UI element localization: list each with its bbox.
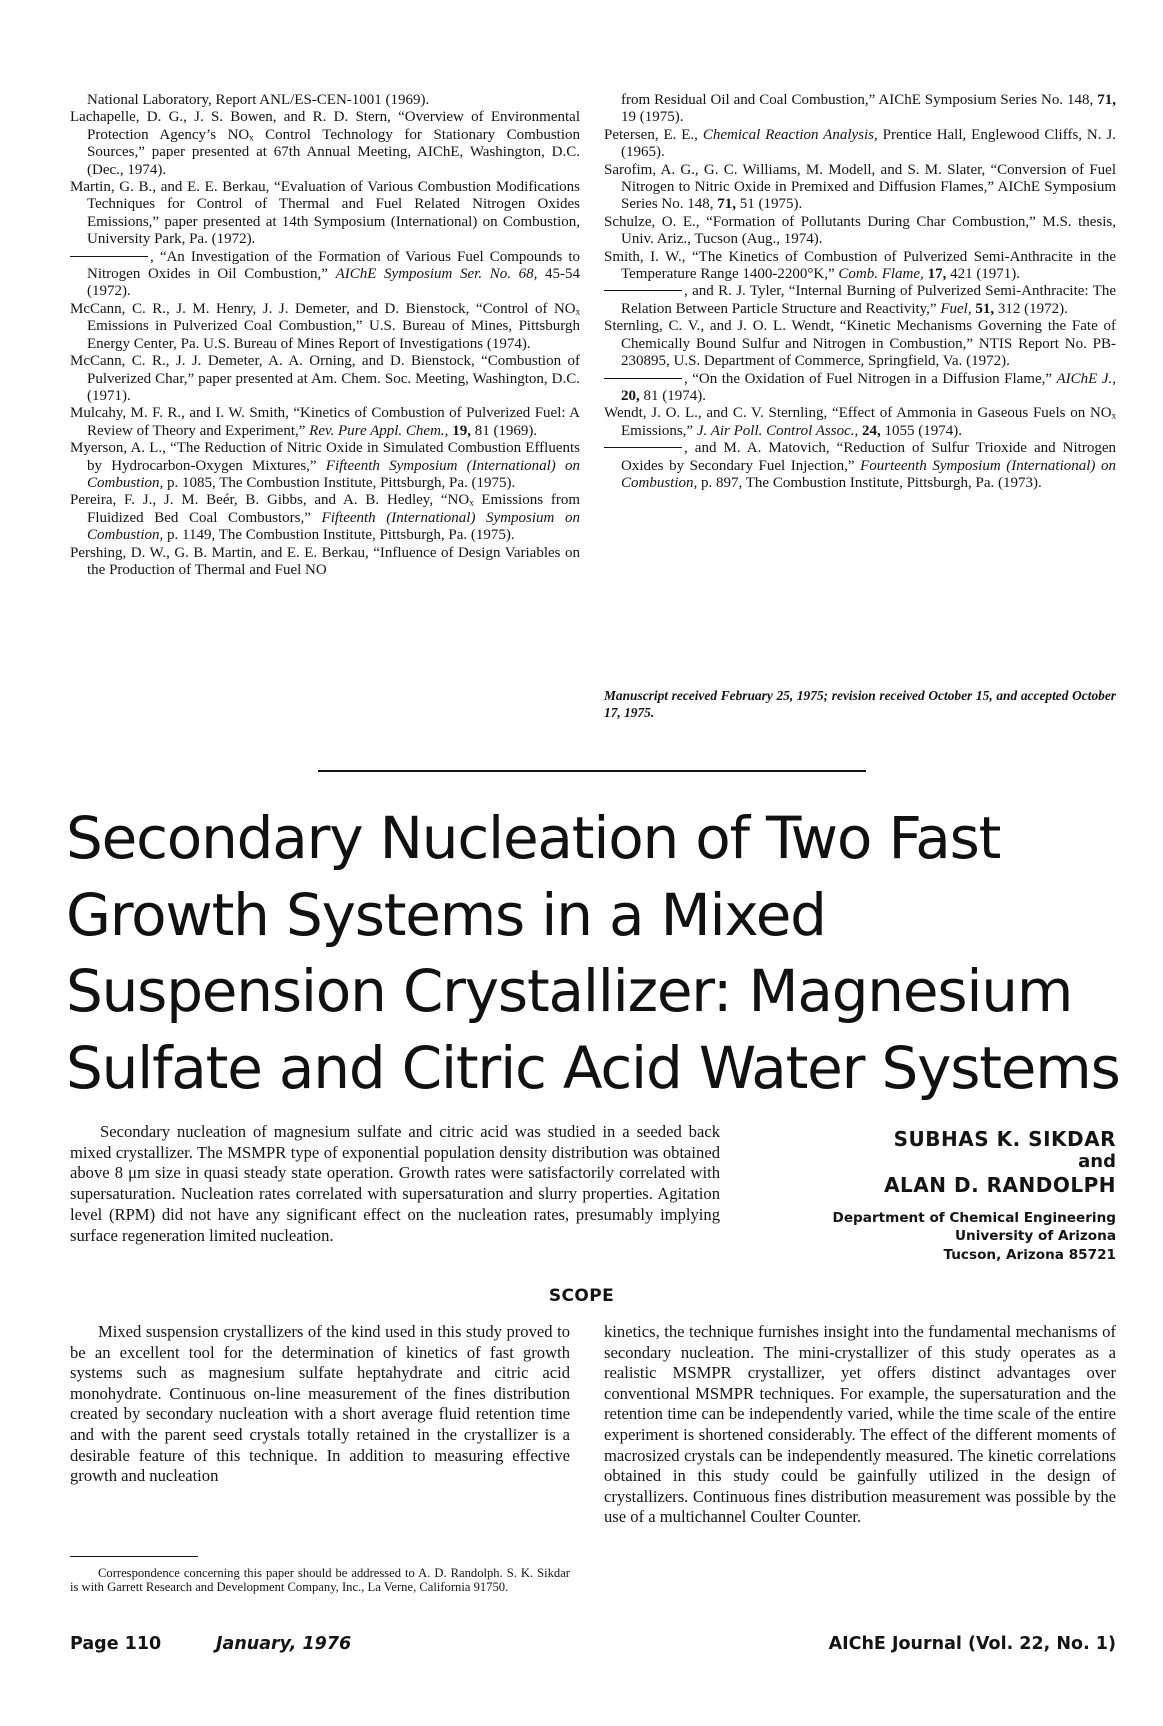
reference-pre-text: from Residual Oil and Coal Combustion,” AIChE Symposium Series No. 148, [621,92,1094,108]
reference-entry [70,440,580,492]
reference-entry [604,214,1116,249]
reference-it-text: Fifteenth Symposium (International) on Combustion, [87,457,580,491]
reference-pre-text: , “On the Oxidation of Fuel Nitrogen in a Diffusion Flame,” [684,370,1057,387]
scope-heading: SCOPE [548,1286,615,1306]
reference-pre-text: Schulze, O. E., “Formation of Pollutants During Char Combustion,” M.S. thesis, Univ. Ariz., Tucson (Aug., 1974). [604,213,1116,248]
reference-it-text: Fourteenth Symposium (International) on Combustion, [621,457,1116,491]
author-conjunction: and [1078,1151,1116,1172]
reference-pre-text: , and M. A. Matovich, “Reduction of Sulfur Trioxide and Nitrogen Oxides by Secondary Fuel Injection,” [621,440,1116,474]
reference-b-text: 24, [858,422,881,439]
reference-entry [70,92,580,109]
reference-b-text: 51, [971,300,995,317]
reference-pre-text: Petersen, E. E., [604,126,703,143]
reference-pre-text: , “An Investigation of the Formation of Various Fuel Compounds to Nitrogen Oxides in Oil Combustion,” [87,248,580,283]
reference-it-text: Fifteenth (International) Symposium on Combustion, [87,509,580,544]
reference-entry [70,301,580,353]
reference-it-text: Fuel, [940,300,972,317]
article-title: Secondary Nucleation of Two Fast Growth Systems in a Mixed Suspension Crystallizer: Magnesium Sulfate and Citric Acid Water Systems [66,804,1120,1102]
reference-post-text: Prentice Hall, Englewood Cliffs, N. J. (1965). [621,126,1116,161]
ditto-dash [70,256,148,257]
reference-pre-text: Pereira, F. J., J. M. Beér, B. Gibbs, and A. B. Hedley, “NOₓ Emissions from Fluidized Bed Coal Combustors,” [70,492,580,526]
reference-b-text: 20, [621,387,640,404]
references-right-column [604,92,1116,492]
reference-entry [604,318,1116,370]
affiliation-city: Tucson, Arizona 85721 [943,1246,1116,1263]
reference-entry [70,545,580,580]
reference-entry [70,109,580,179]
reference-post-text: 1055 (1974). [880,422,962,439]
reference-it-text: AIChE J., [1056,370,1116,387]
references-left-column [70,92,580,579]
reference-post-text: p. 1085, The Combustion Institute, Pittsburgh, Pa. (1975). [163,474,516,491]
reference-pre-text: Sternling, C. V., and J. O. L. Wendt, “Kinetic Mechanisms Governing the Fate of Chemically Bound Sulfur and Nitrogen in Combustion,” NTIS Report No. PB-230895, U.S. Department of Commerce, Springfield, Va. (1972). [604,318,1116,370]
reference-post-text: 45-54 (1972). [87,266,580,300]
reference-post-text: 312 (1972). [994,300,1068,317]
reference-b-text: 17, [923,266,947,283]
reference-it-text: J. Air Poll. Control Assoc., [696,422,859,439]
issue-date: January, 1976 [216,1634,352,1654]
reference-entry [70,405,580,440]
reference-entry [604,249,1116,284]
reference-b-text: 19, [448,422,471,439]
reference-pre-text: Smith, I. W., “The Kinetics of Combustion of Pulverized Semi-Anthracite in the Temperature Range 1400-2200°K,” [604,248,1116,283]
reference-entry [70,492,580,544]
reference-entry [604,283,1116,318]
reference-entry [70,249,580,301]
scope-text-left: Mixed suspension crystallizers of the kind used in this study proved to be an excellent tool for the determination of kinetics of fast growth systems such as magnesium sulfate heptahydrate and citric acid monohydrate. Continuous on-line measurement of the fines distribution created by secondary nucleation with a short average fluid retention time and with the parent seed crystals totally retained in the crystallizer is a desirable feature of this technique. In addition to measuring effective growth and nucleation [70,1322,570,1486]
reference-pre-text: Wendt, J. O. L., and C. V. Sternling, “Effect of Ammonia in Gaseous Fuels on NOₓ Emissions,” [604,405,1116,439]
ditto-dash [604,447,682,448]
reference-pre-text: National Laboratory, Report ANL/ES-CEN-1001 (1969). [87,92,430,108]
reference-pre-text: Myerson, A. L., “The Reduction of Nitric Oxide in Simulated Combustion Effluents by Hydrocarbon-Oxygen Mixtures,” [70,440,580,474]
ditto-dash [604,378,682,379]
author-name: SUBHAS K. SIKDAR [893,1127,1116,1151]
reference-it-text: AIChE Symposium Ser. No. 68, [335,266,538,283]
reference-b-text: 71, [713,196,736,213]
affiliation-department: Department of Chemical Engineering [832,1210,1116,1226]
reference-it-text: Comb. Flame, [838,266,924,283]
reference-entry [604,127,1116,162]
reference-it-text: Rev. Pure Appl. Chem., [309,422,449,439]
reference-entry [604,405,1116,440]
footnote-rule [70,1556,198,1557]
reference-post-text: 81 (1969). [470,422,538,439]
reference-entry [604,371,1116,406]
page-number: Page 110 [70,1634,162,1654]
reference-entry [604,162,1116,214]
affiliation [760,1209,1116,1264]
ditto-dash [604,290,682,291]
reference-post-text: p. 1149, The Combustion Institute, Pittsburgh, Pa. (1975). [163,527,515,544]
reference-pre-text: , and R. J. Tyler, “Internal Burning of Pulverized Semi-Anthracite: The Relation Between Particle Structure and Reactivity,” [621,283,1116,317]
reference-post-text: p. 897, The Combustion Institute, Pittsburgh, Pa. (1973). [697,474,1042,491]
reference-post-text: 81 (1974). [639,387,706,404]
reference-pre-text: Lachapelle, D. G., J. S. Bowen, and R. D. Stern, “Overview of Environmental Protection Agency’s NOₓ Control Technology for Stationary Combustion Sources,” paper presented at 67th Annual Meeting, AIChE, Washington, D.C. (Dec., 1974). [70,109,580,178]
manuscript-received-note: Manuscript received February 25, 1975; revision received October 15, and accepted October 17, 1975. [604,688,1116,720]
reference-post-text: 19 (1975). [621,109,684,126]
reference-pre-text: Sarofim, A. G., G. C. Williams, M. Modell, and S. M. Slater, “Conversion of Fuel Nitrogen to Nitric Oxide in Premixed and Diffusion Flames,” AIChE Symposium Series No. 148, [604,161,1116,213]
author-block [760,1126,1116,1264]
reference-b-text: 71, [1093,92,1117,108]
correspondence-footnote: Correspondence concerning this paper should be addressed to A. D. Randolph. S. K. Sikdar is with Garrett Research and Development Company, Inc., La Verne, California 91750. [70,1566,570,1595]
reference-pre-text: Mulcahy, M. F. R., and I. W. Smith, “Kinetics of Combustion of Pulverized Fuel: A Review of Theory and Experiment,” [70,405,580,439]
abstract: Secondary nucleation of magnesium sulfate and citric acid was studied in a seeded back mixed crystallizer. The MSMPR type of exponential population density distribution was obtained above 8 μm size in quasi steady state operation. Growth rates were satisfactorily correlated with supersaturation. Nucleation rates correlated with supersaturation and slurry properties. Agitation level (RPM) did not have any significant effect on the nucleation rates, presumably implying surface regeneration limited nucleation. [70,1122,720,1245]
reference-it-text: Chemical Reaction Analysis, [702,126,878,143]
scope-text-right: kinetics, the technique furnishes insight into the fundamental mechanisms of secondary nucleation. The mini-crystallizer of this study operates as a realistic MSMPR crystallizer, yet offers distinct advantages over conventional MSMPR techniques. For example, the supersaturation and the retention time can be independently varied, while the time scale of the entire experiment is shortened considerably. The effect of the different moments of macrosized crystals can be independently measured. The kinetic correlations obtained in this study could be gainfully utilized in the design of crystallizers. Continuous fines distribution measurement was possible by the use of a multichannel Coulter Counter. [604,1322,1116,1527]
title-divider-rule [318,770,866,772]
reference-pre-text: McCann, C. R., J. M. Henry, J. J. Demeter, and D. Bienstock, “Control of NOₓ Emissions in Pulverized Coal Combustion,” U.S. Bureau of Mines, Pittsburgh Energy Center, Pa. U.S. Bureau of Mines Report of Investigations (1974). [70,300,580,352]
journal-citation: AIChE Journal (Vol. 22, No. 1) [828,1634,1116,1654]
reference-entry [604,92,1116,127]
reference-post-text: 51 (1975). [736,196,803,213]
reference-pre-text: McCann, C. R., J. J. Demeter, A. A. Orning, and D. Bienstock, “Combustion of Pulverized Char,” paper presented at Am. Chem. Soc. Meeting, Washington, D.C. (1971). [70,353,580,404]
reference-pre-text: Pershing, D. W., G. B. Martin, and E. E. Berkau, “Influence of Design Variables on the Production of Thermal and Fuel NO [70,544,580,578]
reference-entry [70,353,580,405]
affiliation-university: University of Arizona [955,1228,1116,1245]
reference-pre-text: Martin, G. B., and E. E. Berkau, “Evaluation of Various Combustion Modifications Techniques for Control of Thermal and Fuel Related Nitrogen Oxides Emissions,” paper presented at 14th Symposium (International) on Combustion, University Park, Pa. (1972). [70,179,580,248]
author-name: ALAN D. RANDOLPH [884,1173,1116,1197]
reference-entry [70,179,580,249]
reference-post-text: 421 (1971). [946,266,1021,283]
reference-entry [604,440,1116,492]
